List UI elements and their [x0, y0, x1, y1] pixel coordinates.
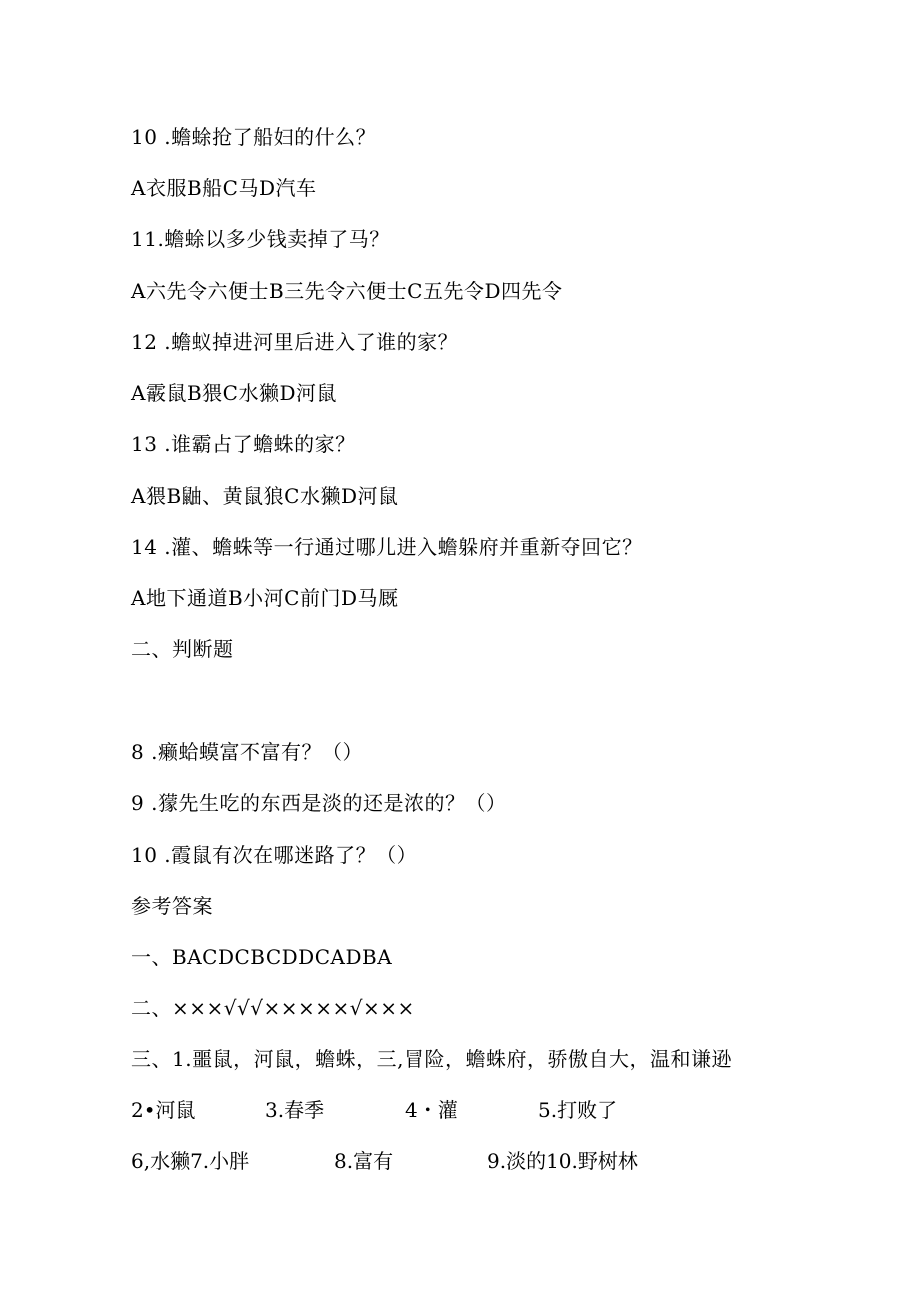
answer-row-2-5 — [131, 1097, 831, 1123]
question-12-options: A霰鼠B猥C水獭D河鼠 — [131, 381, 337, 405]
answer-title: 参考答案 — [131, 894, 213, 918]
judgment-9: 9 .獴先生吃的东西是淡的还是浓的？（） — [131, 791, 507, 815]
question-13: 13 .谁霸占了蟾蛛的家？ — [131, 432, 356, 456]
judgment-10: 10 .霞鼠有次在哪迷路了？（） — [131, 843, 418, 867]
question-11-options: A六先令六便士B三先令六便士C五先令D四先令 — [131, 279, 563, 303]
question-10-options: A衣服B船C马D汽车 — [131, 176, 317, 200]
question-13-options: A猥B鼬、黄鼠狼C水獭D河鼠 — [131, 484, 399, 508]
answer-section-3: 三、1.噩鼠，河鼠，蟾蛛，三,冒险，蟾蛛府，骄傲自大，温和谦逊 — [131, 1047, 732, 1071]
answer-section-2: 二、×××√√√×××××√××× — [131, 996, 415, 1020]
judgment-8: 8 .癞蛤蟆富不富有？（） — [131, 740, 363, 764]
answer-8: 8.富有 — [334, 1149, 394, 1173]
question-10: 10 .蟾蜍抢了船妇的什么？ — [131, 125, 377, 149]
question-12: 12 .蟾蚁掉进河里后进入了谁的家？ — [131, 330, 459, 354]
answer-6-7: 6,水獭7.小胖 — [131, 1149, 250, 1173]
answer-2: 2•河鼠 — [131, 1098, 196, 1122]
answer-4: 4・灌 — [405, 1098, 458, 1122]
section-2-title: 二、判断题 — [131, 637, 234, 661]
question-11: 11.蟾蜍以多少钱卖掉了马？ — [131, 227, 390, 251]
answer-9-10: 9.淡的10.野树林 — [487, 1149, 638, 1173]
question-14: 14 .灌、蟾蛛等一行通过哪儿进入蟾躲府并重新夺回它？ — [131, 535, 643, 559]
answer-row-6-10 — [131, 1148, 831, 1174]
answer-3: 3.春季 — [265, 1098, 325, 1122]
question-14-options: A地下通道B小河C前门D马厩 — [131, 586, 399, 610]
answer-section-1: 一、BACDCBCDDCADBA — [131, 945, 393, 969]
answer-5: 5.打败了 — [538, 1098, 618, 1122]
